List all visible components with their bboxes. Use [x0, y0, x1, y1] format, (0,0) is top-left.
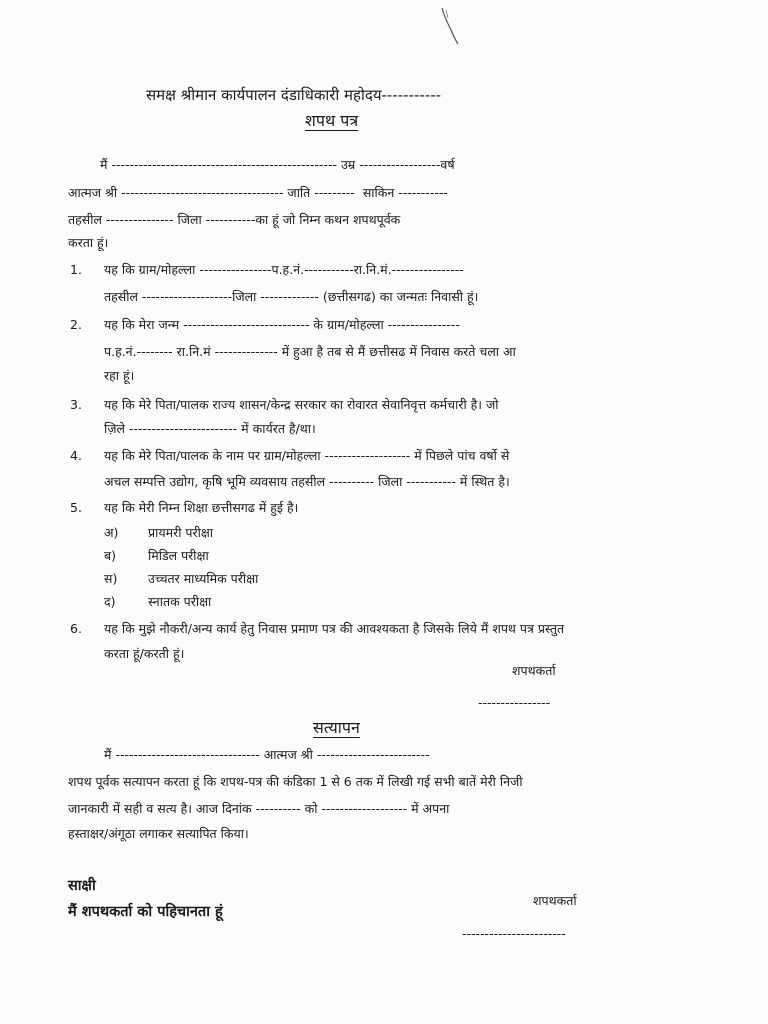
verification-title: सत्यापन: [313, 718, 360, 737]
item-2-line-1: यह कि मेरा जन्म ---------------------------- के ग्राम/मोहल्ला ----------------: [104, 317, 460, 332]
item-1-line-1: यह कि ग्राम/मोहल्ला ----------------प.ह.नं.-----------रा.नि.मं.----------------: [104, 262, 464, 277]
item-3-line-1: यह कि मेरे पिता/पालक राज्य शासन/केन्द्र सरकार का रोवारत सेवानिवृत्त कर्मचारी है। जो: [104, 397, 499, 412]
deponent-signature-line: ----------------: [478, 695, 551, 710]
intro-line-3: तहसील --------------- जिला -----------का हूं जो निम्न कथन शपथपूर्वक: [68, 212, 401, 227]
sub-item-text: मिडिल परीक्षा: [148, 548, 209, 563]
intro-line-2: आत्मज श्री ------------------------------------ जाति --------- साकिन -----------: [68, 185, 448, 200]
item-4-line-2: अचल सम्पत्ति उद्योग, कृषि भूमि व्यवसाय तहसील ---------- जिला ----------- में स्थित है।: [104, 474, 510, 489]
sub-item-text: प्रायमरी परीक्षा: [148, 525, 214, 540]
deponent-label: शपथकर्ता: [512, 663, 556, 678]
intro-line-4: करता हूं।: [68, 235, 109, 250]
item-1-line-2: तहसील --------------------जिला ------------- (छत्तीसगढ) का जन्मतः निवासी हूं।: [104, 289, 479, 304]
item-4-line-1: यह कि मेरे पिता/पालक के नाम पर ग्राम/मोहल्ला ------------------- में पिछले पांच वर्षो से: [104, 448, 510, 463]
verification-line-1: मैं -------------------------------- आत्मज श्री -------------------------: [104, 747, 430, 762]
intro-line-1: मैं -------------------------------------------------- उम्र ------------------वर्ष: [100, 157, 455, 172]
witness-label: साक्षी: [68, 878, 96, 894]
item-6-line-1: यह कि मुझे नौकरी/अन्य कार्य हेतु निवास प्रमाण पत्र की आवश्यकता है जिसके लिये मैं शपथ पत्र प्रस्तुत: [104, 621, 565, 636]
item-2-line-3: रहा हूं।: [104, 368, 135, 383]
item-number: 2.: [70, 317, 82, 332]
deponent-signature-line: -----------------------: [462, 926, 566, 941]
verification-line-4: हस्ताक्षर/अंगूठा लगाकर सत्यापित किया।: [68, 826, 249, 841]
sub-item-label: स): [104, 571, 118, 586]
verification-line-2: शपथ पूर्वक सत्यापन करता हूं कि शपथ-पत्र की कंडिका 1 से 6 तक में लिखी गई सभी बातें मेरी निजी: [68, 774, 523, 789]
sub-item-label: ब): [104, 548, 117, 563]
sub-item-text: स्नातक परीक्षा: [148, 594, 212, 609]
scan-mark: [436, 6, 464, 46]
item-number: 4.: [70, 448, 82, 463]
item-number: 1.: [70, 262, 82, 277]
verification-line-3: जानकारी में सही व सत्य है। आज दिनांक ---------- को ------------------- में अपना: [68, 801, 450, 816]
sub-item-label: द): [104, 594, 116, 609]
addressee-line: समक्ष श्रीमान कार्यपालन दंडाधिकारी महोदय-----------: [146, 86, 442, 104]
deponent-label: शपथकर्ता: [533, 893, 577, 908]
sub-item-text: उच्चतर माध्यमिक परीक्षा: [148, 571, 259, 586]
witness-statement: मैं शपथकर्ता को पहिचानता हूं: [68, 904, 223, 920]
item-number: 6.: [70, 621, 82, 636]
item-2-line-2: प.ह.नं.-------- रा.नि.मं -------------- में हुआ है तब से मैं छत्तीसढ में निवास करते चला आ: [104, 344, 516, 359]
item-number: 3.: [70, 397, 82, 412]
item-number: 5.: [70, 500, 82, 515]
sub-item-label: अ): [104, 525, 119, 540]
document-title: शपथ पत्र: [305, 111, 359, 130]
item-5-line-1: यह कि मेरी निम्न शिक्षा छत्तीसगढ में हुई है।: [104, 500, 299, 515]
item-3-line-2: ज़िले ------------------------ में कार्यरत है/था।: [104, 421, 316, 436]
item-6-line-2: करता हूं/करती हूं।: [104, 646, 185, 661]
